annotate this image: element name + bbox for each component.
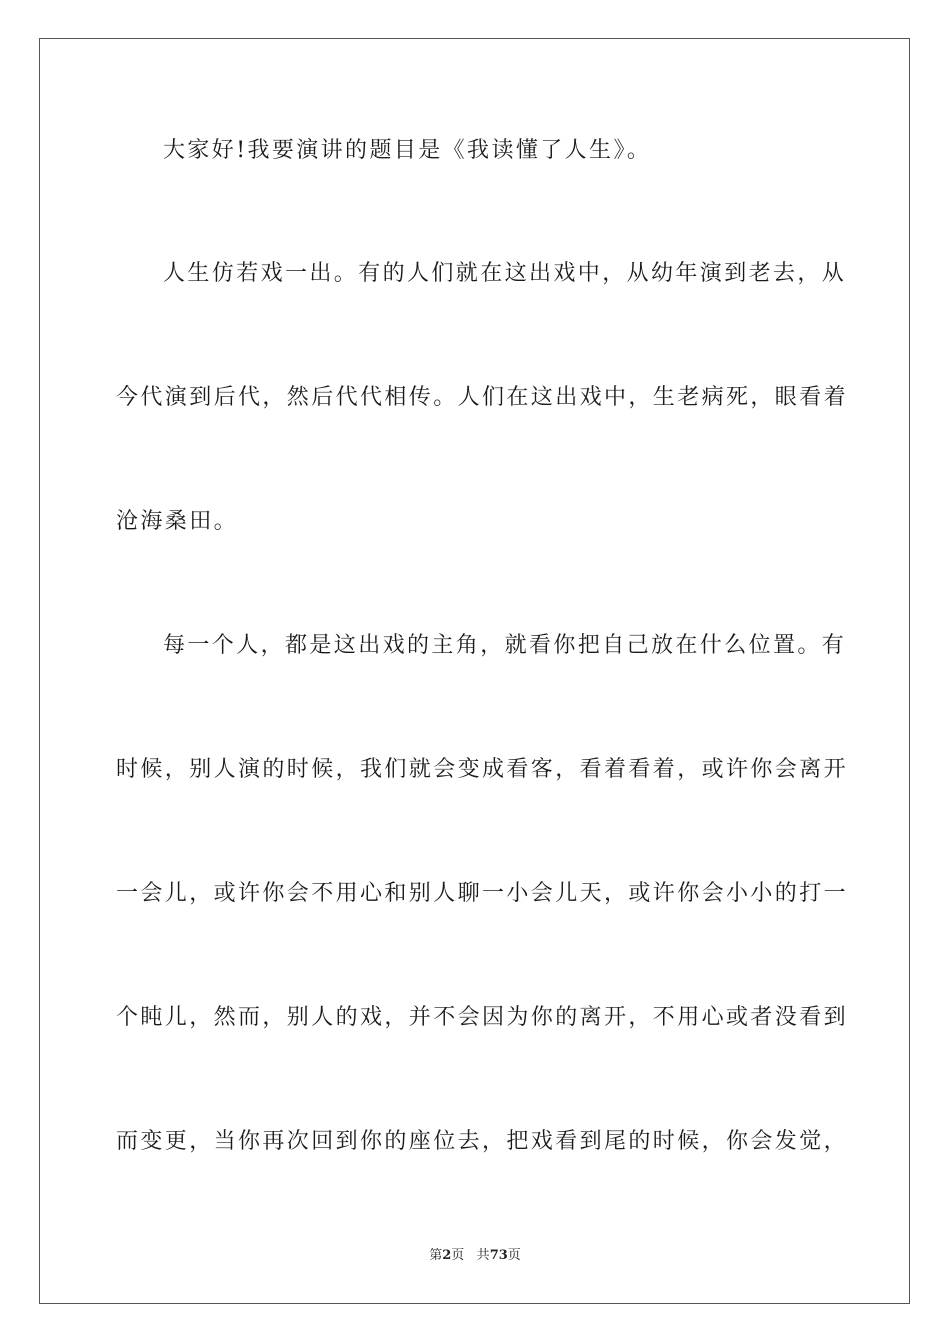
total-prefix: 共 — [476, 1248, 490, 1263]
paragraph-line: 今代演到后代，然后代代相传。人们在这出戏中，生老病死，眼看着 — [116, 385, 849, 410]
paragraph-line: 每一个人，都是这出戏的主角，就看你把自己放在什么位置。有 — [163, 633, 847, 658]
page-footer — [0, 1247, 950, 1265]
paragraph-line: 人生仿若戏一出。有的人们就在这出戏中，从幼年演到老去，从 — [163, 261, 847, 286]
page-border — [39, 38, 910, 1304]
page-suffix: 页 — [451, 1248, 465, 1263]
paragraph-line: 而变更，当你再次回到你的座位去，把戏看到尾的时候，你会发觉， — [116, 1129, 849, 1154]
paragraph-line: 沧海桑田。 — [116, 509, 239, 534]
paragraph-line: 时候，别人演的时候，我们就会变成看客，看着看着，或许你会离开 — [116, 757, 849, 782]
paragraph-line: 个盹儿，然而，别人的戏，并不会因为你的离开，不用心或者没看到 — [116, 1005, 849, 1030]
page-number: 2 — [442, 1248, 452, 1263]
total-pages: 73 — [489, 1248, 508, 1263]
paragraph-line: 大家好!我要演讲的题目是《我读懂了人生》。 — [163, 138, 652, 163]
page-prefix: 第 — [429, 1248, 443, 1263]
paragraph-line: 一会儿，或许你会不用心和别人聊一小会儿天，或许你会小小的打一 — [116, 881, 849, 906]
total-suffix: 页 — [507, 1248, 521, 1263]
